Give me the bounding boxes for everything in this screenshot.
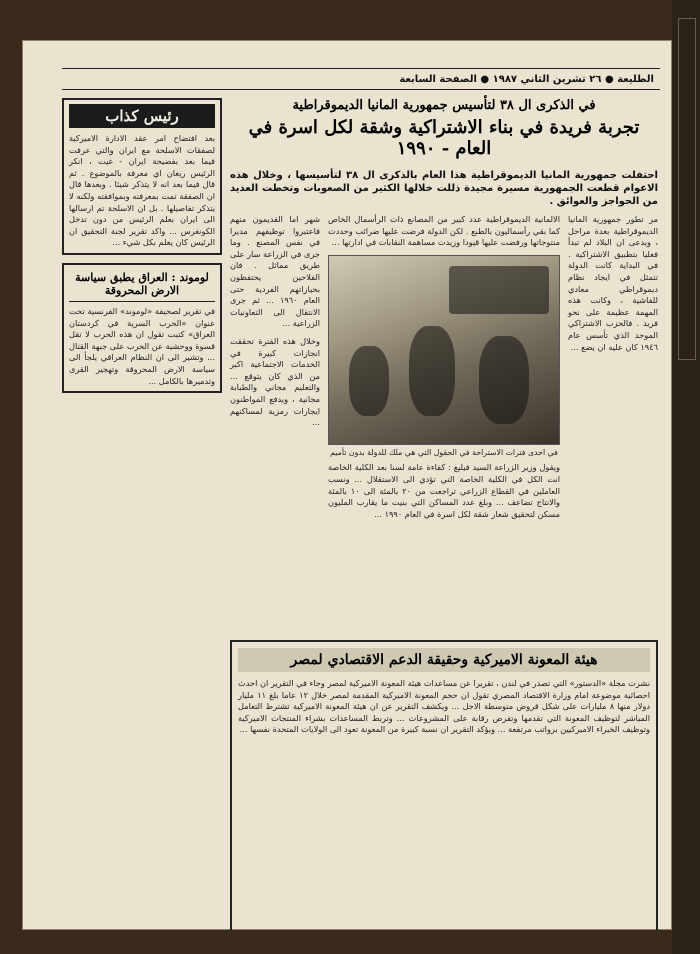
header-text: الطليعة ● ٢٦ تشرين الثاني ١٩٨٧ ● الصفحة السابعة: [399, 73, 654, 85]
article-column: مر تطور جمهورية المانيا الديموقراطية بعدة مراحل ، ويدعى ان البلاد لم تبدأ فعليا بتطبيق الاشتراكية . في البداية كانت الدولة تتمثل في ايجاد نظام ديموقراطي معادي للفاشية ، وكانت هذه المهمة عظيمة على نحو فريد . فالحزب الاشتراكي الموحد الذي تأسس عام ١٩٤٦ كان عليه ان يضع ...: [568, 214, 658, 352]
sidebar-news-box: [62, 263, 222, 393]
photo-caption: في احدى فترات الاستراحة في الحقول التي هي ملك للدولة بدون تأميم: [330, 447, 558, 457]
article-column: [328, 214, 560, 520]
article-column-text: شهر اما القديمون منهم فاعتبروا توظيفهم مديرا في نفس المصنع . وما جرى في الزراعة سار على طريق مماثل . فان الفلاحين يحتفظون بحيازاتهم الفردية حتى العام ١٩٦٠ ... ثم جرى الانتقال الى التعاونيات الزراعية ...: [230, 214, 320, 329]
sidebar: [62, 98, 222, 930]
article-columns: [230, 214, 658, 520]
sidebar-news-title: لوموند : العراق يطبق سياسة الارض المحروقة: [69, 269, 215, 302]
feature-title: هيئة المعونة الاميركية وحقيقة الدعم الاقتصادي لمصر: [238, 648, 650, 672]
binding-spine: [672, 0, 700, 954]
photo-figure: [349, 346, 389, 416]
article-column-text: الالمانية الديموقراطية عدد كبير من المصانع ذات الرأسمال الخاص كما بقي رأسماليون بالطبع . لكن الدولة فرضت عليها ضرائب وحددت منتوجاتها ورفضت عليها قيودا وزيدت مساهمة النقابات في ادارتها ...: [328, 214, 560, 248]
photo-truck: [449, 266, 549, 314]
article-deck: احتفلت جمهورية المانيا الديموقراطية هذا العام بالذكرى ال ٣٨ لتأسيسها ، وخلال هذه الاعوام قطعت الجمهورية مسيرة مجيدة ذللت خلالها الكثير من الصعوبات وتخطت العديد من الحواجز والعوائق .: [230, 170, 658, 207]
article-column: [230, 214, 320, 520]
feature-article: [230, 640, 658, 930]
photo-figure: [409, 326, 455, 416]
sidebar-column-box: [62, 98, 222, 255]
sidebar-column-title: رئيس كذاب: [69, 104, 215, 128]
feature-text: نشرت مجلة «الدستور» التي تصدر في لندن ، تقريرا عن مساعدات هيئة المعونة الاميركية لمصر وجاء في التقرير ان احدث احصائية موضوعة امام وزارة الاقتصاد المصري تقول ان حجم المعونة الاميركية المقدمة لمصر خلال ١٢ عاما بلغ ١١ مليار دولار منها ٨ مليارات على شكل قروض متوسطة الاجل ... ويكشف التقرير عن ان هيئة المعونة الاميركية تشترط التعامل المباشر لتوظيف المعونة التي تقدمها وتفرض رقابة على المشروعات ... وتربط المساعدات بشراء المنتجات الاميركية وتوظيف الخبراء الاميركيين برواتب مرتفعة ... ويؤكد التقرير ان نسبة كبيرة من المعونة تعود الى الولايات المتحدة نفسها ...: [238, 678, 650, 735]
article-headline: تجربة فريدة في بناء الاشتراكية وشقة لكل اسرة في العام - ١٩٩٠: [248, 117, 640, 159]
photo-figure: [479, 336, 529, 424]
sidebar-news-text: في تقرير لصحيفة «لوموند» الفرنسية تحت عنوان «الحرب السرية في كردستان العراق» كتبت تقول ان هذه الحرب لا تقل قسوة ووحشية عن الحرب على جبهة القتال ... وتشير الى ان النظام العراقي يلجأ الى سياسة الارض المحروقة وتهجير القرى وتدميرها بالكامل ...: [69, 305, 215, 386]
article-column-text: وخلال هذه الفترة تحققت انجازات كبيرة في الخدمات الاجتماعية اكبر من الذي كان يتوقع ... والتعليم مجاني والطبابة مجانية ، ويدفع المواطنون ايجارات رمزية لمساكنهم ...: [230, 335, 320, 428]
newspaper-page: [22, 40, 672, 930]
main-article: [230, 98, 658, 520]
farm-workers-photo: [328, 255, 560, 445]
spine-label: [678, 18, 696, 360]
page-header: [62, 68, 660, 90]
article-kicker: في الذكرى ال ٣٨ لتأسيس جمهورية المانيا الديموقراطية: [292, 98, 596, 113]
article-lower-text: ويقول وزير الزراعة السيد فيليغ : كفاءة عامة لسنا بعد الكلية الخاصة انت الكل في الكلية الخاصة التي تؤدي الى الاستقلال ... ونسب العاملين في القطاع الزراعي تراجعت من ٢٠ بالمئة الى ١٠ بالمئة والانتاج تضاعف ... وبلغ عدد المساكن التي بنيت ما يقارب المليون مسكن لتحقيق شعار شقة لكل اسرة في العام ١٩٩٠ ...: [328, 462, 560, 519]
sidebar-column-text: بعد افتضاح امر عقد الادارة الاميركية لصفقات الاسلحة مع ايران والتي عرفت فيما بعد بفضيحة ايران - غيت ، انكر الرئيس ريغان اي معرفة بالموضوع . ثم قال فيما بعد انه لا يتذكر شيئا . وبعدها قال ان الصفقة تمت بمعرفته وبموافقته ولكنه لا يتذكر تفاصيلها . بل ان الاسلحة تم ارسالها الى ايران بعلم الرئيس من دون تدخل الكونغرس ... واكد تقرير لجنة التحقيق ان الرئيس كان يعلم بكل شيء ...: [69, 133, 215, 248]
